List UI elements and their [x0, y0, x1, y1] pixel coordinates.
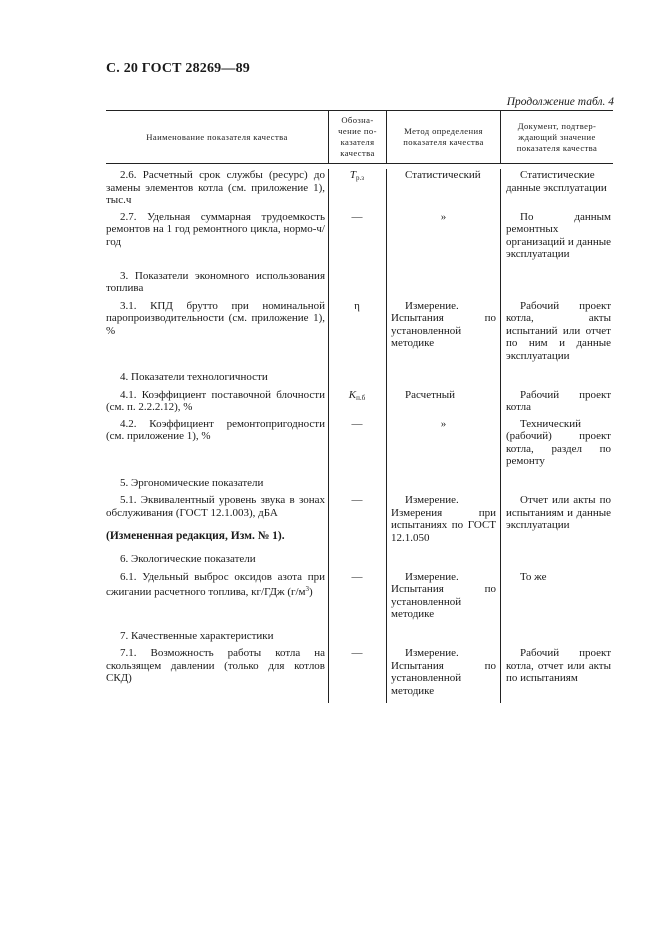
- indicator-document: То же: [520, 570, 547, 583]
- indicator-symbol: —: [351, 417, 363, 430]
- indicator-method: »: [440, 210, 447, 223]
- table-section-row: [106, 270, 613, 295]
- table-row: [106, 389, 613, 414]
- indicator-document: По данным ремонтных организаций и данные эксплуатации: [506, 210, 611, 260]
- indicator-document: Рабочий проект котла, акты испытаний или отчет по ним и данные эксплуатации: [506, 299, 611, 362]
- indicator-method: Измерение. Измерения при испытаниях по ГОСТ 12.1.050: [391, 494, 496, 544]
- amendment-note: (Измененная редакция, Изм. № 1).: [106, 530, 285, 542]
- indicator-symbol: $T_{р.з}$: [349, 169, 365, 182]
- indicator-symbol: —: [351, 494, 363, 506]
- column-divider: [500, 169, 501, 703]
- column-header-document: Документ, подтвер-ждающий значение показателя качества: [500, 111, 613, 163]
- table-section-row: [106, 371, 613, 384]
- quality-indicators-table: [106, 110, 613, 697]
- indicator-method: »: [440, 417, 447, 430]
- table-row: [106, 647, 613, 697]
- indicator-document: Технический (рабочий) проект котла, раздел по ремонту: [506, 417, 611, 467]
- indicator-symbol: —: [351, 210, 363, 223]
- indicator-name: 6.1. Удельный выброс оксидов азота при сжигании расчетного топлива, кг/ГДж $(г/м^3)$: [106, 570, 325, 598]
- column-header-name: Наименование показателя качества: [146, 131, 288, 142]
- indicator-method: Статистический: [405, 169, 481, 181]
- column-divider: [386, 169, 387, 703]
- section-title: 7. Качественные характеристики: [120, 629, 274, 642]
- table-header-row: [106, 110, 613, 164]
- column-divider: [328, 169, 329, 703]
- indicator-name: 2.6. Расчетный срок службы (ресурс) до замены элементов котла (см. приложение 1), тыс.ч: [106, 169, 325, 206]
- indicator-method: Измерение. Испытания по установленной методике: [391, 299, 496, 349]
- indicator-document: Статистические данные эксплуатации: [506, 169, 607, 194]
- section-title: 4. Показатели технологичности: [120, 371, 268, 383]
- indicator-symbol: η: [354, 299, 360, 312]
- indicator-symbol: $K_{п.б}$: [348, 388, 366, 402]
- table-section-row: [106, 477, 613, 490]
- indicator-symbol: —: [351, 647, 363, 659]
- table-row: [106, 211, 613, 261]
- section-title: 5. Эргономические показатели: [120, 476, 264, 489]
- indicator-method: Измерение. Испытания по установленной методике: [391, 570, 496, 620]
- table-section-row: [106, 553, 613, 566]
- indicator-name: 3.1. КПД брутто при номинальной паропроизводительности (см. приложение 1), %: [106, 299, 325, 337]
- table-row: [106, 418, 613, 468]
- column-header-symbol: Обозна-чение по-казателя качества: [328, 111, 386, 163]
- column-header-method: Метод определения показателя качества: [386, 111, 500, 163]
- indicator-symbol: —: [351, 570, 363, 583]
- indicator-name: 2.7. Удельная суммарная трудоемкость ремонтов на 1 год ремонтного цикла, нормо-ч/год: [106, 210, 325, 248]
- indicator-method: Измерение. Испытания по установленной методике: [391, 647, 496, 697]
- table-section-row: [106, 630, 613, 643]
- indicator-name: 5.1. Эквивалентный уровень звука в зонах обслуживания (ГОСТ 12.1.003), дБА: [106, 494, 325, 519]
- indicator-name: 7.1. Возможность работы котла на скользящем давлении (только для котлов СКД): [106, 647, 325, 684]
- indicator-method: Расчетный: [405, 388, 456, 401]
- table-row: [106, 169, 613, 207]
- indicator-name: 4.1. Коэффициент поставочной блочности (см. п. 2.2.2.12), %: [106, 388, 325, 413]
- page-header: С. 20 ГОСТ 28269—89: [106, 61, 250, 76]
- section-title: 3. Показатели экономного использования топлива: [106, 269, 325, 294]
- indicator-document: Отчет или акты по испытаниям и данные эксплуатации: [506, 494, 611, 531]
- indicator-name: 4.2. Коэффициент ремонтопригодности (см. приложение 1), %: [106, 417, 325, 442]
- table-row: [106, 300, 613, 363]
- section-title: 6. Экологические показатели: [120, 553, 256, 565]
- table-body: [106, 169, 613, 697]
- indicator-document: Рабочий проект котла: [506, 388, 611, 413]
- table-continuation-label: Продолжение табл. 4: [506, 96, 614, 108]
- indicator-document: Рабочий проект котла, отчет или акты по испытаниям: [506, 647, 611, 684]
- table-row: [106, 571, 613, 621]
